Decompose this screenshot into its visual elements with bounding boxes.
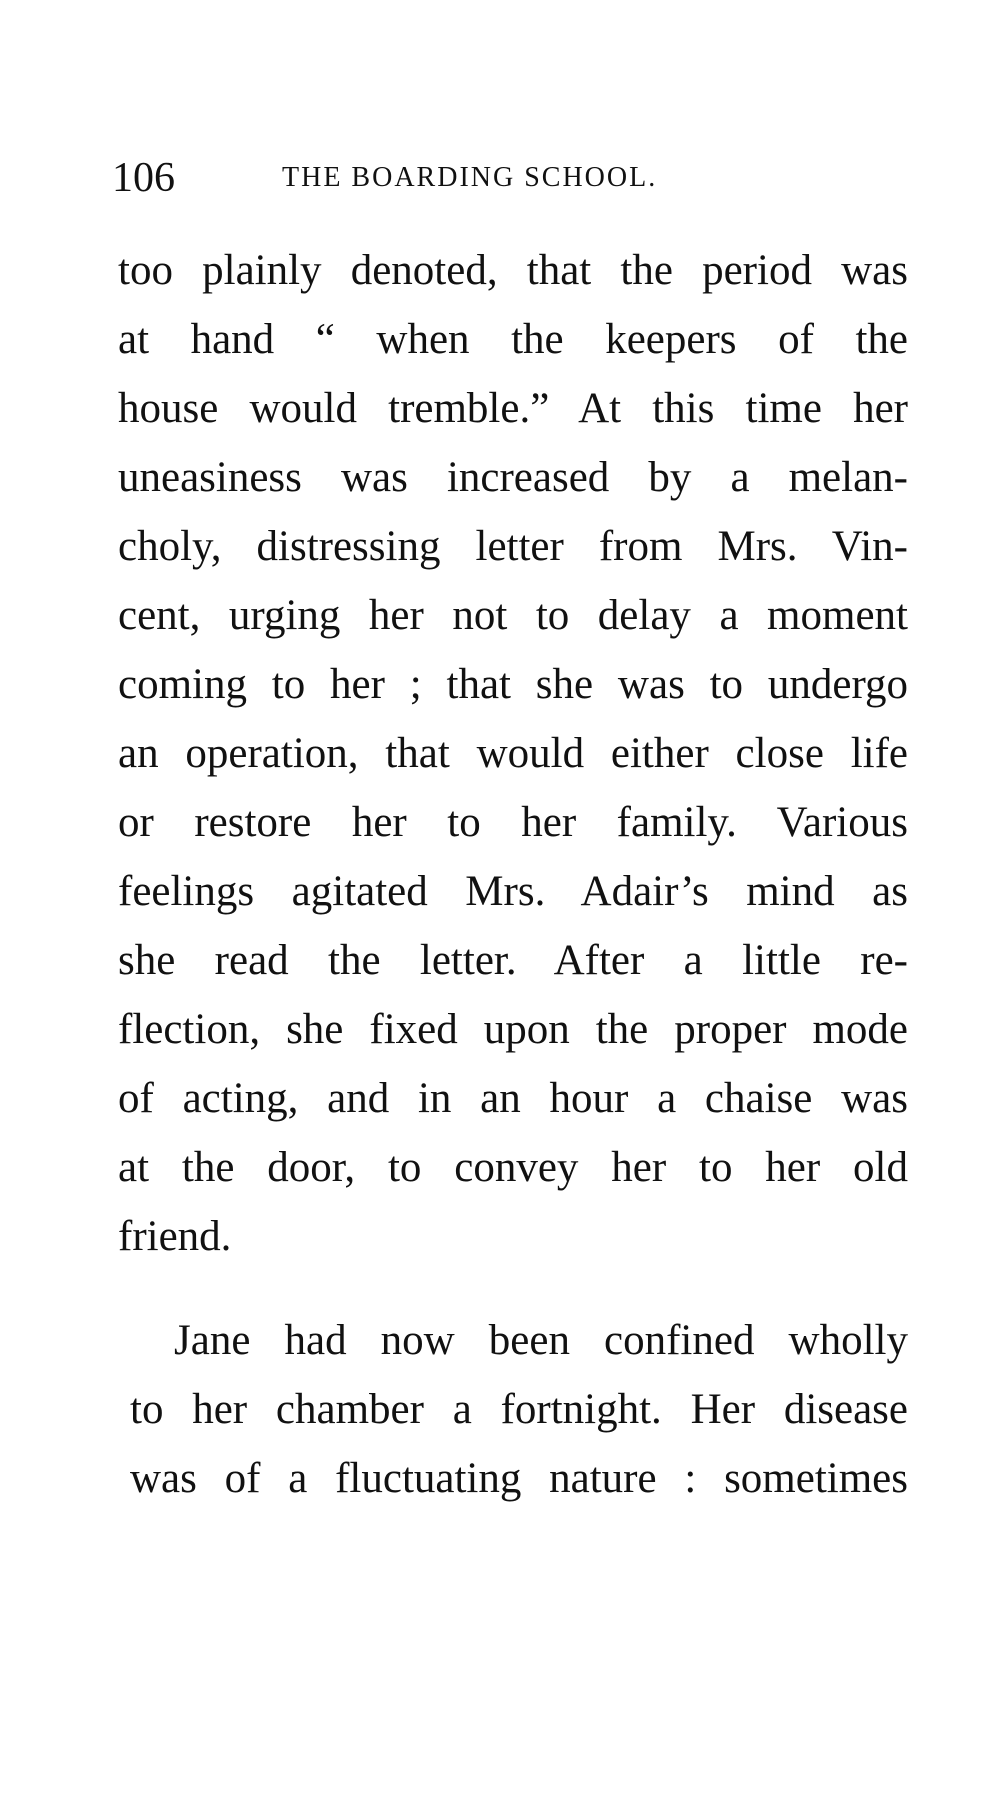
text-line: of acting, and in an hour a chaise was — [118, 1075, 908, 1122]
text-line: feelings agitated Mrs. Adair’s mind as — [118, 868, 908, 915]
text-line: or restore her to her family. Various — [118, 799, 908, 846]
text-line: an operation, that would either close life — [118, 730, 908, 777]
paragraph-2 — [130, 1306, 908, 1513]
text-line: too plainly denoted, that the period was — [118, 247, 908, 294]
text-line: flection, she fixed upon the proper mode — [118, 1006, 908, 1053]
text-line: choly, distressing letter from Mrs. Vin- — [118, 523, 908, 570]
running-title: THE BOARDING SCHOOL. — [282, 162, 658, 193]
text-line: at hand “ when the keepers of the — [118, 316, 908, 363]
text-line: to her chamber a fortnight. Her disease — [130, 1386, 908, 1433]
text-line: at the door, to convey her to her old — [118, 1144, 908, 1191]
text-line: house would tremble.” At this time her — [118, 385, 908, 432]
text-line: cent, urging her not to delay a moment — [118, 592, 908, 639]
paragraph-1 — [118, 236, 908, 1271]
text-line: friend. — [118, 1213, 232, 1260]
text-line: uneasiness was increased by a melan- — [118, 454, 908, 501]
text-line: was of a fluctuating nature : sometimes — [130, 1455, 908, 1502]
text-line: she read the letter. After a little re- — [118, 937, 908, 984]
text-line: coming to her ; that she was to undergo — [118, 661, 908, 708]
running-head — [112, 150, 912, 206]
text-line: Jane had now been confined wholly — [174, 1317, 908, 1364]
page-number: 106 — [112, 155, 175, 201]
